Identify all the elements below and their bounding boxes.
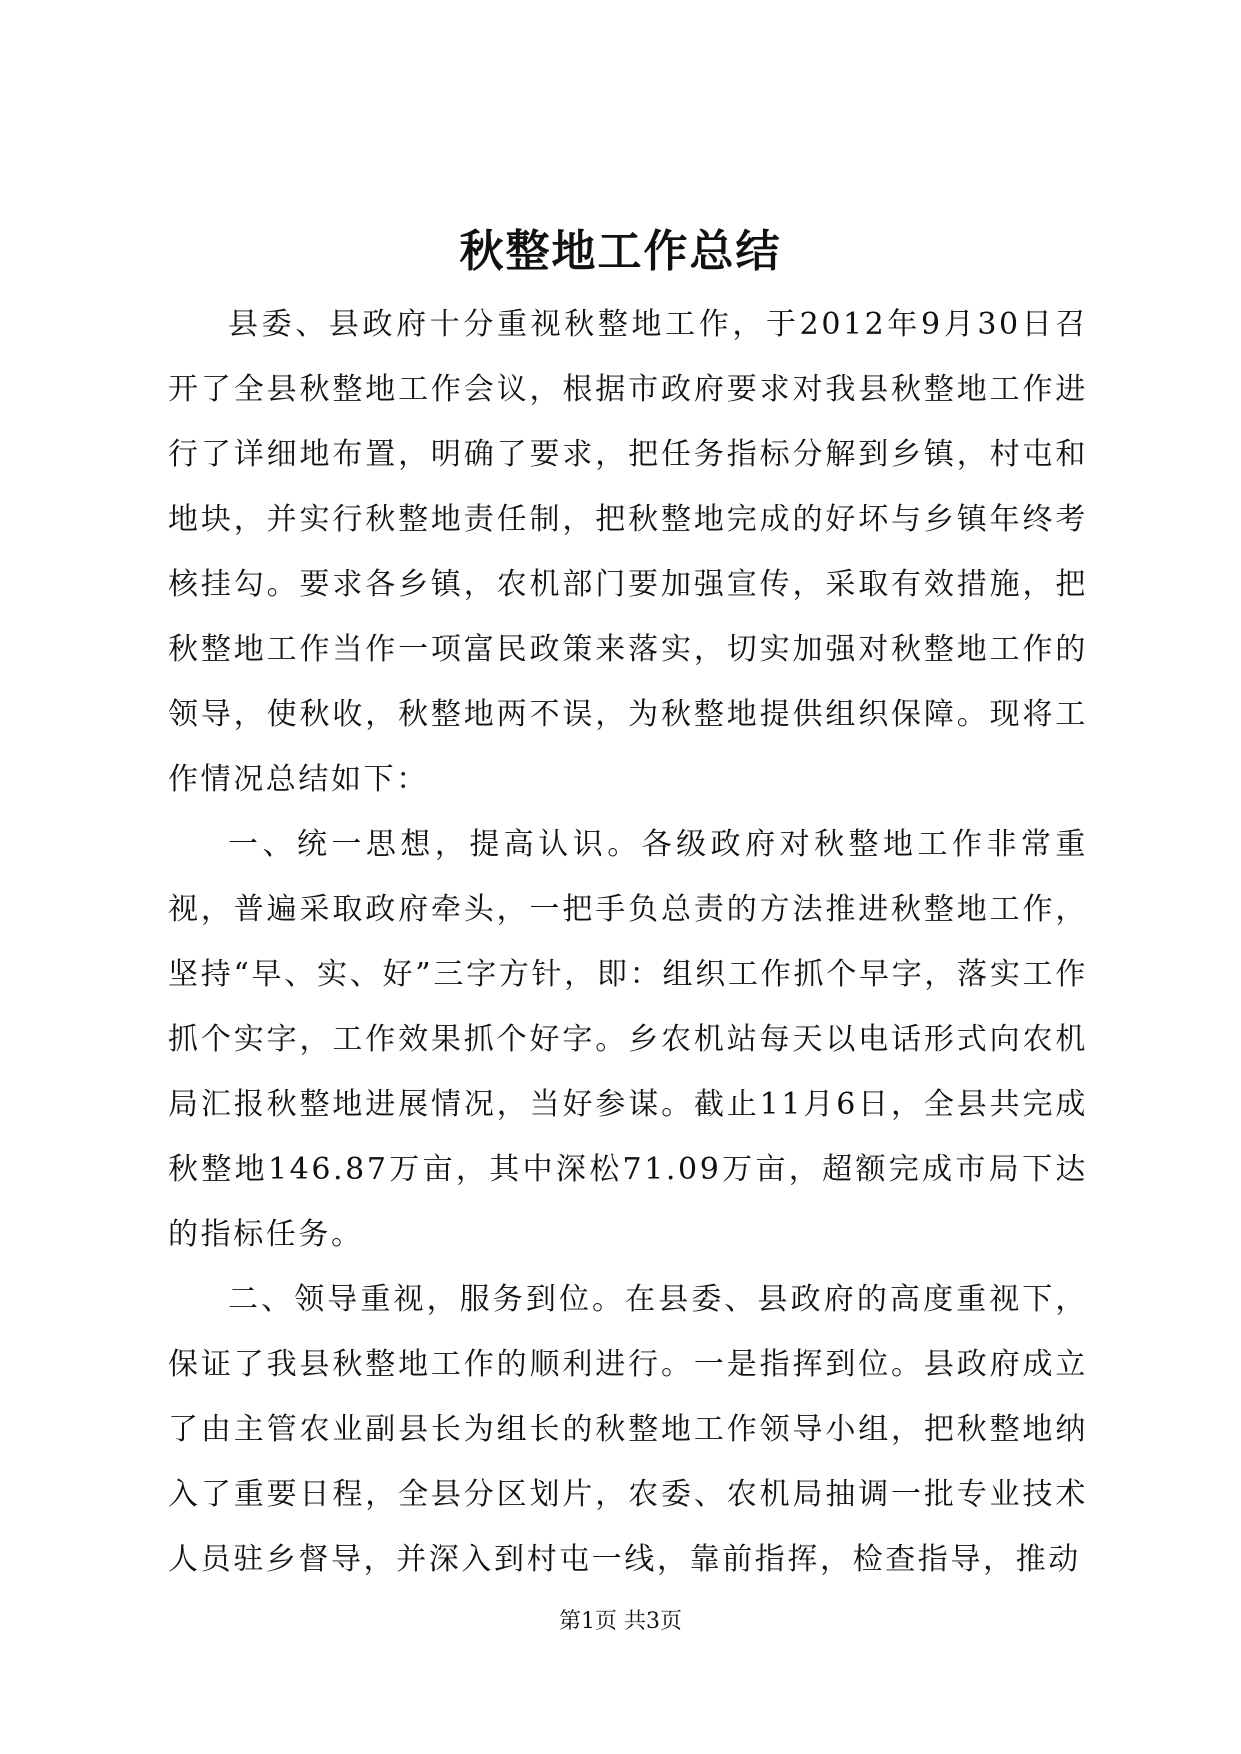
document-body xyxy=(168,292,1088,1592)
page-number-footer: 第1页 共3页 xyxy=(559,1609,682,1634)
document-title: 秋整地工作总结 xyxy=(459,226,782,277)
paragraph-intro: 县委、县政府十分重视秋整地工作，于2012年9月30日召开了全县秋整地工作会议，根据市政府要求对我县秋整地工作进行了详细地布置，明确了要求，把任务指标分解到乡镇，村屯和地块，并实行秋整地责任制，把秋整地完成的好坏与乡镇年终考核挂勾。要求各乡镇，农机部门要加强宣传，采取有效措施，把秋整地工作当作一项富民政策来落实，切实加强对秋整地工作的领导，使秋收，秋整地两不误，为秋整地提供组织保障。现将工作情况总结如下： xyxy=(168,307,1088,797)
paragraph-section-1: 一、统一思想，提高认识。各级政府对秋整地工作非常重视，普遍采取政府牵头，一把手负总责的方法推进秋整地工作，坚持“早、实、好”三字方针，即：组织工作抓个早字，落实工作抓个实字，工作效果抓个好字。乡农机站每天以电话形式向农机局汇报秋整地进展情况，当好参谋。截止11月6日，全县共完成秋整地146.87万亩，其中深松71.09万亩，超额完成市局下达的指标任务。 xyxy=(168,827,1088,1252)
paragraph-section-2: 二、领导重视，服务到位。在县委、县政府的高度重视下，保证了我县秋整地工作的顺利进行。一是指挥到位。县政府成立了由主管农业副县长为组长的秋整地工作领导小组，把秋整地纳入了重要日程，全县分区划片，农委、农机局抽调一批专业技术人员驻乡督导，并深入到村屯一线，靠前指挥，检查指导，推动 xyxy=(168,1282,1088,1577)
